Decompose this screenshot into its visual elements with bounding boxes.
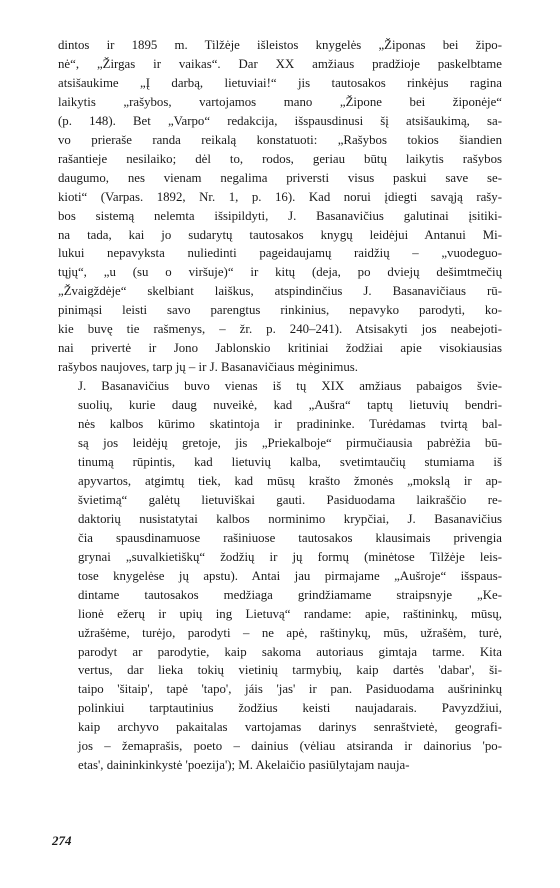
text-line: lukui nepavyksta nuliedinti pageidaujamų raidžių – „vuodeguo- — [58, 246, 502, 261]
text-line: na tada, kai jo sudarytų tautosakos knygų leidėjui Antanui Mi- — [58, 227, 502, 242]
text-line: švietimą“ galėtų lietuviškai gauti. Pasiduodama laikraščio re- — [78, 492, 502, 507]
text-line: dintame tautosakos medžiaga grindžiamame straipsnyje „Ke- — [78, 587, 502, 602]
text-line: daugumo, nes vienam negalima priversti visus paskui save se- — [58, 170, 502, 185]
text-line: J. Basanavičius buvo vienas iš tų XIX amžiaus pabaigos švie- — [78, 379, 502, 394]
text-line: atsišaukime „Į darbą, lietuviai!“ jis tautosakos rinkėjus ragina — [58, 75, 502, 90]
text-line: apyvartos, atgimtų tiek, kad mūsų krašto žmonės „mokslą ir ap- — [78, 473, 502, 488]
text-line: užrašėme, turėjo, parodyti – ne apė, raštinykų, mūs, užrašėm, turė, — [78, 625, 502, 640]
page-number: 274 — [52, 833, 72, 848]
text-line: tųjų“, „u (su o viršuje)“ ir kitų (deja, po dviejų dešimtmečių — [58, 265, 502, 280]
text-line: laikytis „rašybos, vartojamos mano „Žipone bei žiponėje“ — [58, 94, 502, 109]
text-line: čia spausdinamuose rašiniuose tautosakos klausimais privengia — [78, 530, 502, 545]
text-line: jos – žemaprašis, poeto – dainius (vėliau atsiranda ir dainorius 'po- — [78, 739, 502, 754]
text-line: vertus, dar lieka tokių vietinių tarmybių, kaip dartės 'dabar', ši- — [78, 663, 502, 678]
text-line: kie buvę tie rašmenys, – žr. p. 240–241). Atsisakyti jos neabejoti- — [58, 322, 502, 337]
text-line: rašantieje nesilaiko; dėl to, rodos, geriau būtų laikytis rašybos — [58, 151, 502, 166]
text-line: polinkiui tarptautinius žodžius keisti naujadarais. Pavyzdžiui, — [78, 701, 502, 716]
text-line: tose knygelėse jų apstu). Antai jau pirmajame „Aušroje“ išspaus- — [78, 568, 502, 583]
text-line: kioti“ (Varpas. 1892, Nr. 1, p. 16). Kad norui įdiegti savąją rašy- — [58, 189, 502, 204]
text-line: etas', daininkinkystė 'poezija'); M. Akelaičio pasiūlytajam nauja- — [78, 758, 410, 773]
text-line: grynai „suvalkietiškų“ žodžių ir jų formų (minėtose Tilžėje leis- — [78, 549, 502, 564]
text-line: lionė ežerų ir upių ing Lietuvą“ randame: apie, raštininkų, mūsų, — [78, 606, 502, 621]
text-line: są jos leidėjų gretoje, jis „Priekalboje“ pirmučiausia pabrėžia bū- — [78, 436, 502, 451]
text-line: dintos ir 1895 m. Tilžėje išleistos knygelės „Žiponas bei žipo- — [58, 38, 502, 52]
text-line: suolių, kurie daug nuveikė, kad „Aušra“ taptų lietuvių bendri- — [78, 398, 502, 413]
text-line: bos sistemą nelemta išsipildyti, J. Basanavičius galutinai įsitiki- — [58, 208, 502, 223]
text-line: nė“, „Žirgas ir vaikas“. Dar XX amžiaus pradžioje paskelbtame — [58, 56, 502, 71]
text-line: daktorių nusistatytai kalbos norminimo krypčiai, J. Basanavičius — [78, 511, 502, 526]
text-line: (p. 148). Bet „Varpo“ redakcija, išspausdinusi šį atsišaukimą, sa- — [58, 113, 502, 128]
paragraph-1 — [58, 36, 502, 377]
text-line: vo prieraše randa reikalą konstatuoti: „Rašybos tokios šiandien — [58, 132, 502, 147]
paragraph-2 — [58, 377, 502, 775]
text-line: tinumą rūpintis, kad lietuvių kalba, svetimtaučių stumiama iš — [78, 454, 502, 469]
text-line: taipo 'šitaip', tapė 'tapo', jáis 'jas' ir pan. Pasiduodama aušrininkų — [78, 682, 502, 697]
text-line: pinimąsi leisti savo parengtus rinkinius, nepavyko parodyti, ko- — [58, 303, 502, 318]
text-line: nės kalbos kūrimo skatintoja ir pradininke. Turėdamas tvirtą bal- — [78, 417, 502, 432]
text-line: kaip archyvo pakaitalas vartojamas darinys senraštvietė, geografi- — [78, 720, 502, 735]
text-line: nai privertė ir Jono Jablonskio kritiniai žodžiai apie visokiausias — [58, 341, 502, 356]
text-line: „Žvaigždėje“ skelbiant laiškus, atspindinčius J. Basanavičiaus rū- — [58, 284, 502, 299]
text-line: parodyt ar parodytie, kaip sakoma autoriaus gimtaja tarme. Kita — [78, 644, 502, 659]
text-line: rašybos naujoves, tarp jų – ir J. Basanavičiaus mėginimus. — [58, 360, 358, 375]
